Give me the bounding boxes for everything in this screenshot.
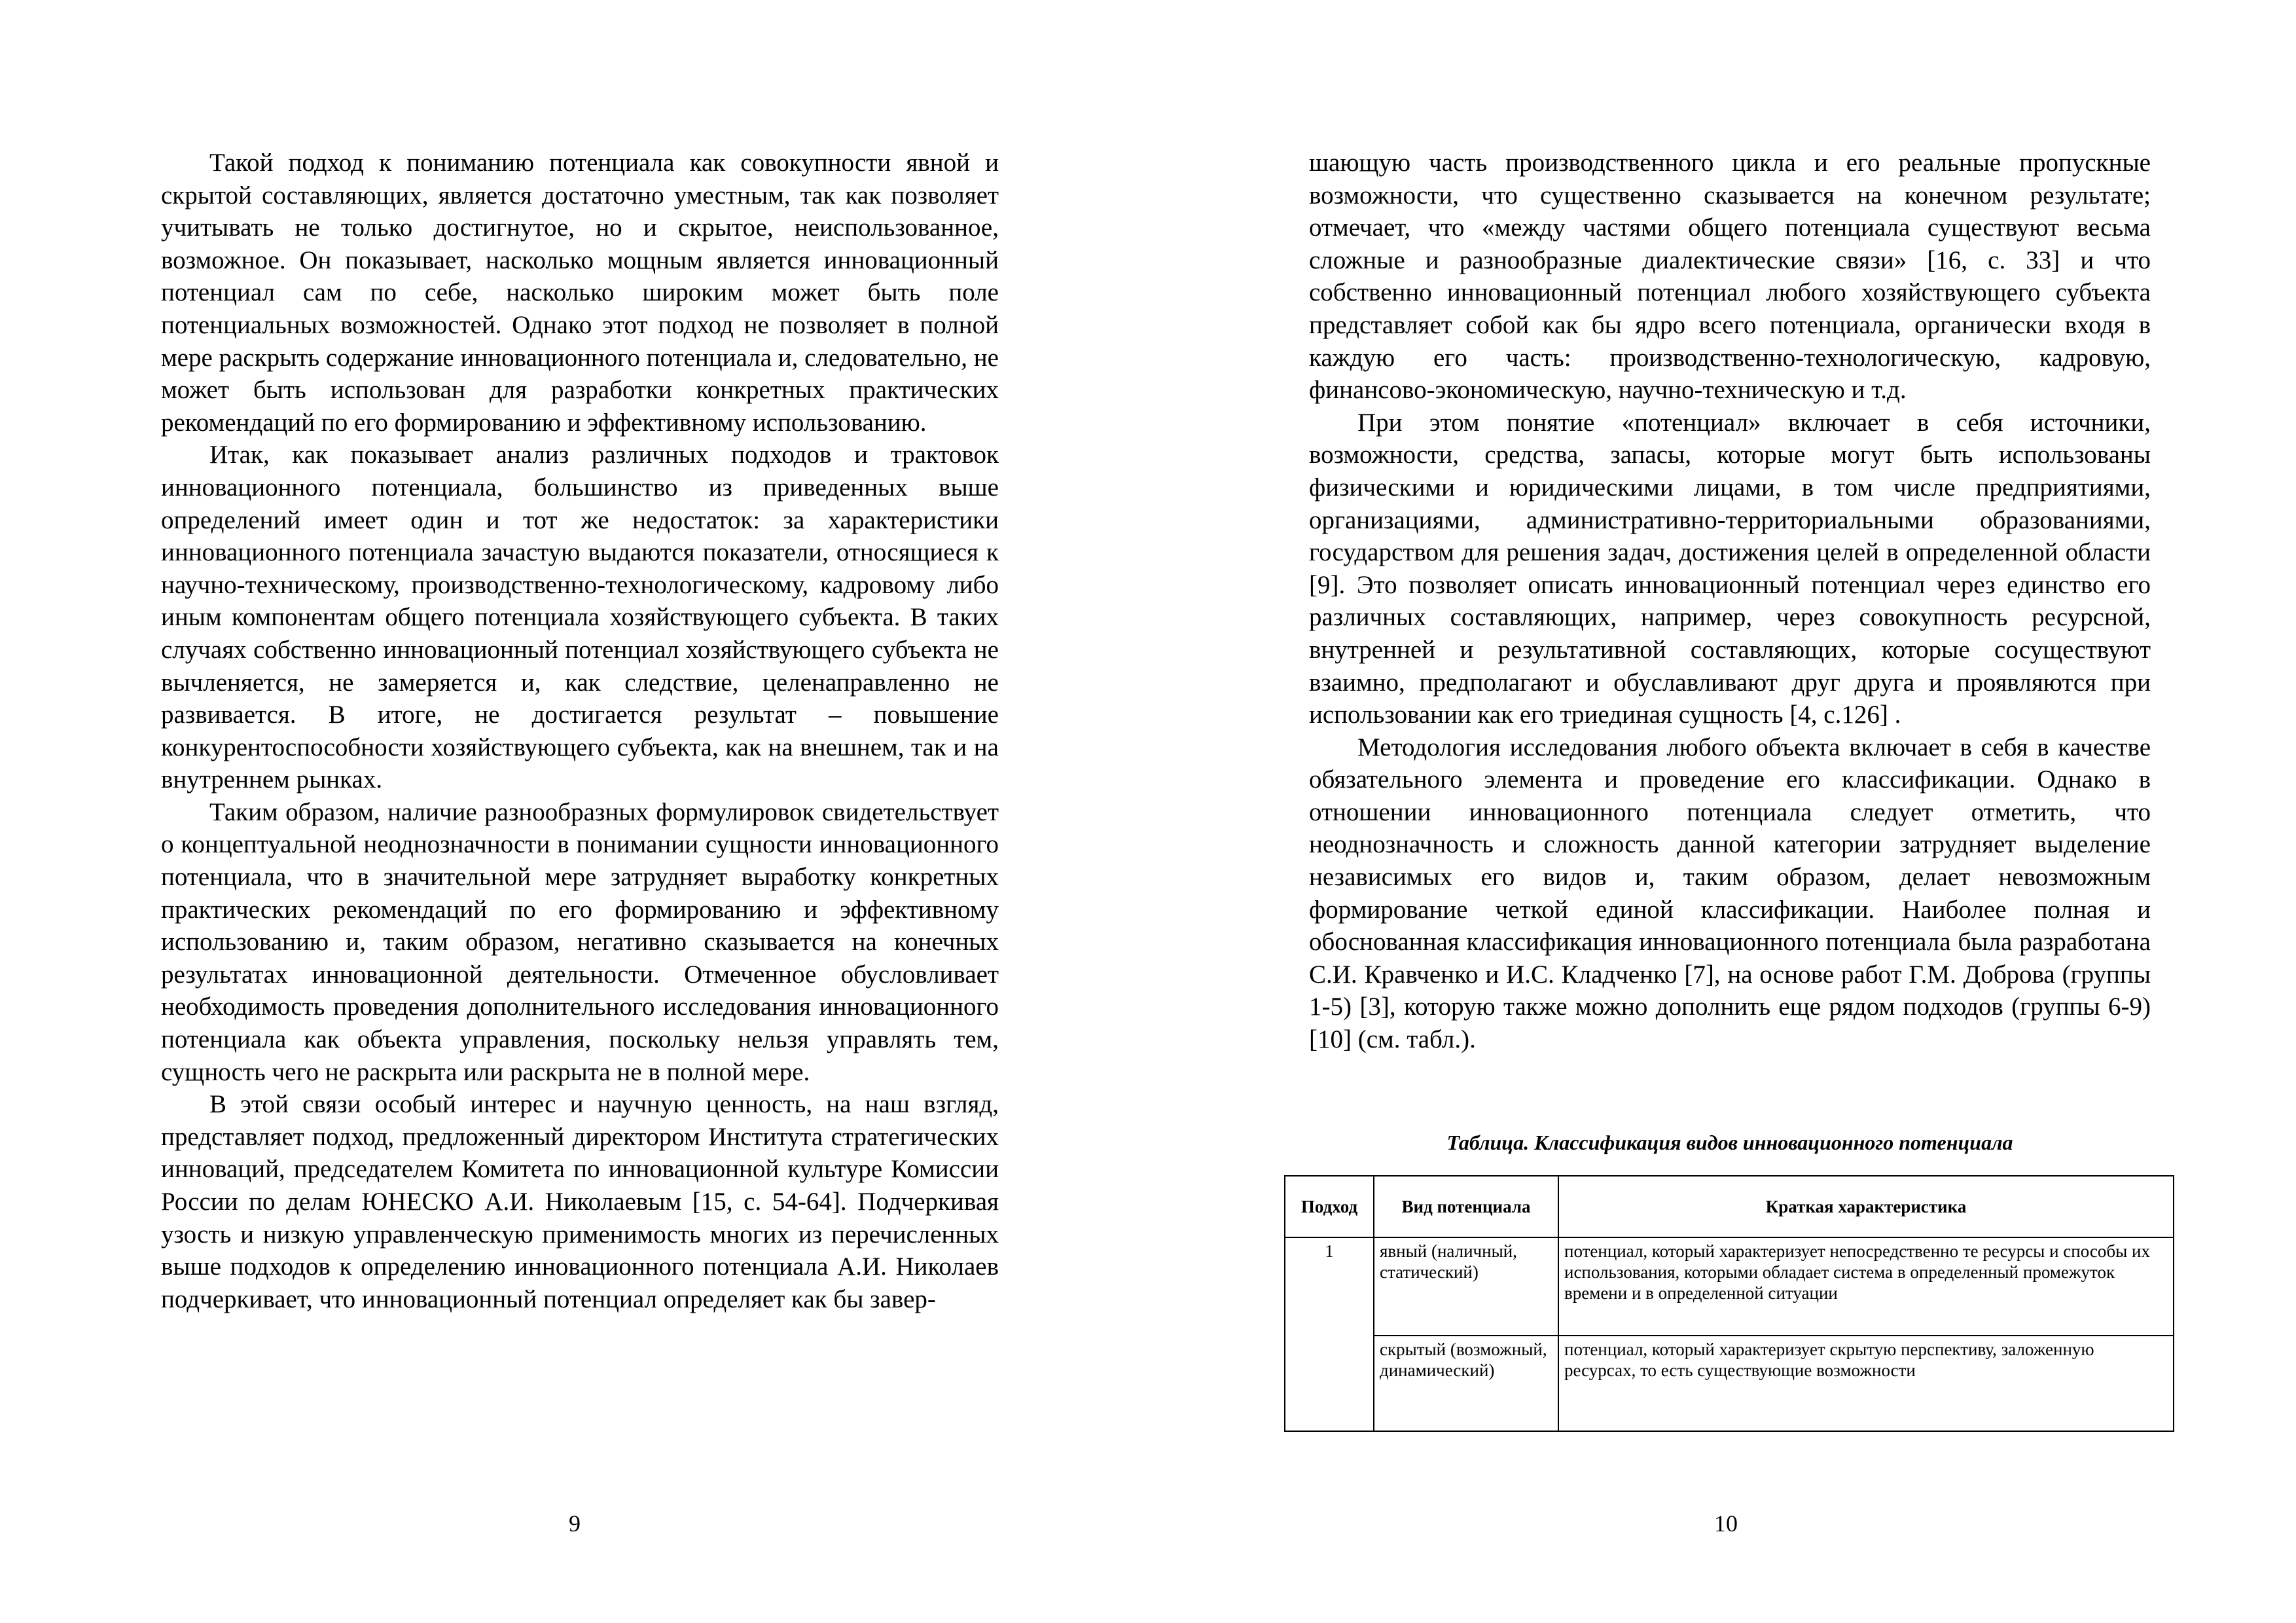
paragraph: Итак, как показывает анализ различных подходов и трактовок инновационного потенциала, большинство из приведенных выше определений имеет один и тот же недостаток: за характеристики инновационного потенциала зачастую выдаются показатели, относящиеся к научно-техническому, производственно-технологическому, кадровому либо иным компонентам общего потенциала хозяйствующего субъекта. В таких случаях собственно инновационный потенциал хозяйствующего субъекта не вычленяется, не замеряется и, как следствие, целенаправленно не развивается. В итоге, не достигается результат – повышение конкурентоспособности хозяйствующего субъекта, как на внешнем, так и на внутреннем рынках. (161, 441, 999, 794)
table-row (1285, 1237, 2174, 1336)
paragraph: При этом понятие «потенциал» включает в себя источники, возможности, средства, запасы, которые могут быть использованы физическими и юридическими лицами, в том числе предприятиями, организациями, административно-территориальными образованиями, государством для решения задач, достижения целей в определенной области [9]. Это позволяет описать инновационный потенциал через единство его различных составляющих, например, через совокупность ресурсной, внутренней и результативной составляющих, которые сосуществуют взаимно, предполагают и обуславливают друг друга и проявляются при использовании как его триединая сущность [4, с.126] . (1309, 408, 2151, 729)
cell-description: потенциал, который характеризует непосредственно те ресурсы и способы их использования, которыми обладает система в определенный промежуток времени и в определенной ситуации (1558, 1237, 2174, 1336)
paragraph: В этой связи особый интерес и научную ценность, на наш взгляд, представляет подход, предложенный директором Института стратегических инноваций, председателем Комитета по инновационной культуре Комиссии России по делам ЮНЕСКО А.И. Николаевым [15, с. 54-64]. Подчеркивая узость и низкую управленческую применимость многих из перечисленных выше подходов к определению инновационного потенциала А.И. Николаев подчеркивает, что инновационный потенциал определяет как бы завер- (161, 1090, 999, 1313)
page-number: 10 (1714, 1510, 1738, 1537)
header-type: Вид потенциала (1374, 1176, 1558, 1237)
cell-type: явный (наличный, статический) (1374, 1237, 1558, 1336)
left-page-text (161, 147, 999, 1315)
table-row (1285, 1336, 2174, 1431)
paragraph: Такой подход к пониманию потенциала как совокупности явной и скрытой составляющих, является достаточно уместным, так как позволяет учитывать не только достигнутое, но и скрытое, неиспользованное, возможное. Он показывает, насколько мощным является инновационный потенциал сам по себе, насколько широким может быть поле потенциальных возможностей. Однако этот подход не позволяет в полной мере раскрыть содержание инновационного потенциала и, следовательно, не может быть использован для разработки конкретных практических рекомендаций по его формированию и эффективному использованию. (161, 149, 999, 437)
cell-approach-number: 1 (1285, 1237, 1374, 1431)
right-page-text (1309, 147, 2151, 1056)
table-header-row (1285, 1176, 2174, 1237)
page-number: 9 (569, 1510, 581, 1537)
cell-description: потенциал, который характеризует скрытую перспективу, заложенную ресурсах, то есть существующие возможности (1558, 1336, 2174, 1431)
cell-type: скрытый (возможный, динамический) (1374, 1336, 1558, 1431)
header-description: Краткая характеристика (1558, 1176, 2174, 1237)
header-approach: Подход (1285, 1176, 1374, 1237)
paragraph: Методология исследования любого объекта включает в себя в качестве обязательного элемента и проведение его классификации. Однако в отношении инновационного потенциала следует отметить, что неоднозначность и сложность данной категории затрудняет выделение независимых его видов и, таким образом, делает невозможным формирование четкой единой классификации. Наиболее полная и обоснованная классификация инновационного потенциала была разработана С.И. Кравченко и И.С. Кладченко [7], на основе работ Г.М. Доброва (группы 1-5) [3], которую также можно дополнить еще рядом подходов (группы 6-9) [10] (см. табл.). (1309, 733, 2151, 1054)
paragraph: Таким образом, наличие разнообразных формулировок свидетельствует о концептуальной неоднозначности в понимании сущности инновационного потенциала, что в значительной мере затрудняет выработку конкретных практических рекомендаций по его формированию и эффективному использованию и, таким образом, негативно сказывается на конечных результатах инновационной деятельности. Отмеченное обусловливает необходимость проведения дополнительного исследования инновационного потенциала как объекта управления, поскольку нельзя управлять тем, сущность чего не раскрыта или раскрыта не в полной мере. (161, 797, 999, 1086)
right-page (1148, 0, 2296, 1623)
table-caption: Таблица. Классификация видов инновационного потенциала (1446, 1131, 2013, 1154)
paragraph-continuation: шающую часть производственного цикла и его реальные пропускные возможности, что существенно сказывается на конечном результате; отмечает, что «между частями общего потенциала существуют весьма сложные и разнообразные диалектические связи» [16, с. 33] и что собственно инновационный потенциал любого хозяйствующего субъекта представляет собой как бы ядро всего потенциала, органически входя в каждую его часть: производственно-технологическую, кадровую, финансово-экономическую, научно-техническую и т.д. (1309, 149, 2151, 405)
classification-table (1284, 1175, 2174, 1432)
